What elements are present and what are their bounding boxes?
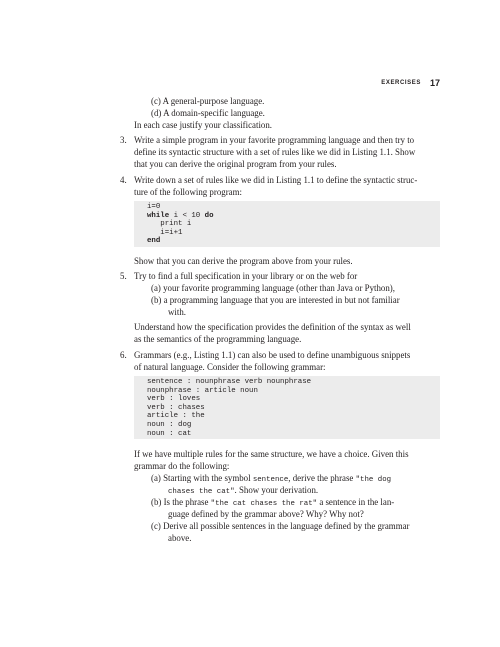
exercise-6-number: 6. bbox=[120, 350, 127, 360]
code-line-2: while i < 10 do bbox=[147, 211, 214, 220]
exercise-6-after-2: grammar do the following: bbox=[134, 461, 230, 471]
exercise-6-option-a: (a) Starting with the symbol sentence, derive the phrase "the dog bbox=[151, 473, 392, 484]
phrase-chases-the-cat: chases the cat" bbox=[168, 488, 235, 496]
code-line-3: print i bbox=[147, 220, 192, 229]
exercise-6-option-b-cont: guage defined by the grammar above? Why? Why not? bbox=[168, 509, 364, 519]
grammar-line-6: noun : dog bbox=[147, 421, 192, 429]
exercise-6-option-c: (c) Derive all possible sentences in the language defined by the grammar bbox=[151, 521, 410, 531]
option-d: (d) A domain-specific language. bbox=[151, 108, 265, 118]
page-number: 17 bbox=[429, 78, 440, 88]
code-line-5: end bbox=[147, 237, 161, 246]
exercise-3-number: 3. bbox=[120, 135, 127, 145]
exercise-6-option-a-cont: chases the cat". Show your derivation. bbox=[168, 485, 319, 496]
exercise-3-line-1: Write a simple program in your favorite programming language and then try to bbox=[134, 135, 415, 145]
exercise-5-number: 5. bbox=[120, 271, 127, 281]
grammar-line-4: verb : chases bbox=[147, 403, 205, 412]
symbol-sentence: sentence bbox=[252, 476, 289, 484]
grammar-line-2: nounphrase : article noun bbox=[147, 386, 258, 395]
code-line-4: i=i+1 bbox=[147, 228, 183, 237]
exercise-4-line-1: Write down a set of rules like we did in Listing 1.1 to define the syntactic struc- bbox=[134, 175, 418, 185]
exercise-4-number: 4. bbox=[120, 175, 127, 185]
exercise-6-after-1: If we have multiple rules for the same structure, we have a choice. Given this bbox=[134, 449, 409, 459]
exercise-6-option-c-cont: above. bbox=[168, 533, 192, 543]
grammar-line-7: noun : cat bbox=[147, 429, 192, 438]
exercise-5-option-b-cont: with. bbox=[168, 307, 186, 317]
phrase-the-dog: "the dog bbox=[355, 476, 392, 484]
running-header bbox=[130, 77, 440, 89]
keyword-while: while bbox=[147, 211, 170, 220]
option-c: (c) A general-purpose language. bbox=[151, 96, 265, 106]
exercise-5-after-1: Understand how the specification provides the definition of the syntax as well bbox=[134, 322, 411, 332]
justify-text: In each case justify your classification. bbox=[134, 120, 273, 130]
exercise-3-line-2: define its syntactic structure with a set of rules like we did in Listing 1.1. Show bbox=[134, 147, 416, 157]
exercise-4-line-2: ture of the following program: bbox=[134, 187, 242, 197]
keyword-do: do bbox=[204, 211, 214, 220]
grammar-line-3: verb : loves bbox=[147, 395, 201, 404]
exercise-5-after-2: as the semantics of the programming language. bbox=[134, 334, 302, 344]
grammar-line-1: sentence : nounphrase verb nounphrase bbox=[147, 378, 312, 386]
exercise-5-option-a: (a) your favorite programming language (other than Java or Python), bbox=[151, 283, 395, 293]
exercise-6-option-b: (b) Is the phrase "the cat chases the rat" a sentence in the lan- bbox=[151, 497, 395, 508]
code-line-1: i=0 bbox=[147, 203, 161, 211]
exercise-6-line-2: of natural language. Consider the following grammar: bbox=[134, 362, 326, 372]
exercise-5-line-1: Try to find a full specification in your library or on the web for bbox=[134, 271, 358, 281]
section-title: EXERCISES bbox=[381, 80, 421, 86]
phrase-the-cat-chases-the-rat: "the cat chases the rat" bbox=[210, 500, 318, 508]
grammar-line-5: article : the bbox=[147, 412, 205, 421]
exercise-4-after: Show that you can derive the program above from your rules. bbox=[134, 256, 353, 266]
exercise-3-line-3: that you can derive the original program from your rules. bbox=[134, 159, 337, 169]
exercise-6-line-1: Grammars (e.g., Listing 1.1) can also be used to define unambiguous snippets bbox=[134, 350, 411, 360]
exercise-5-option-b: (b) a programming language that you are interested in but not familiar bbox=[151, 295, 400, 305]
